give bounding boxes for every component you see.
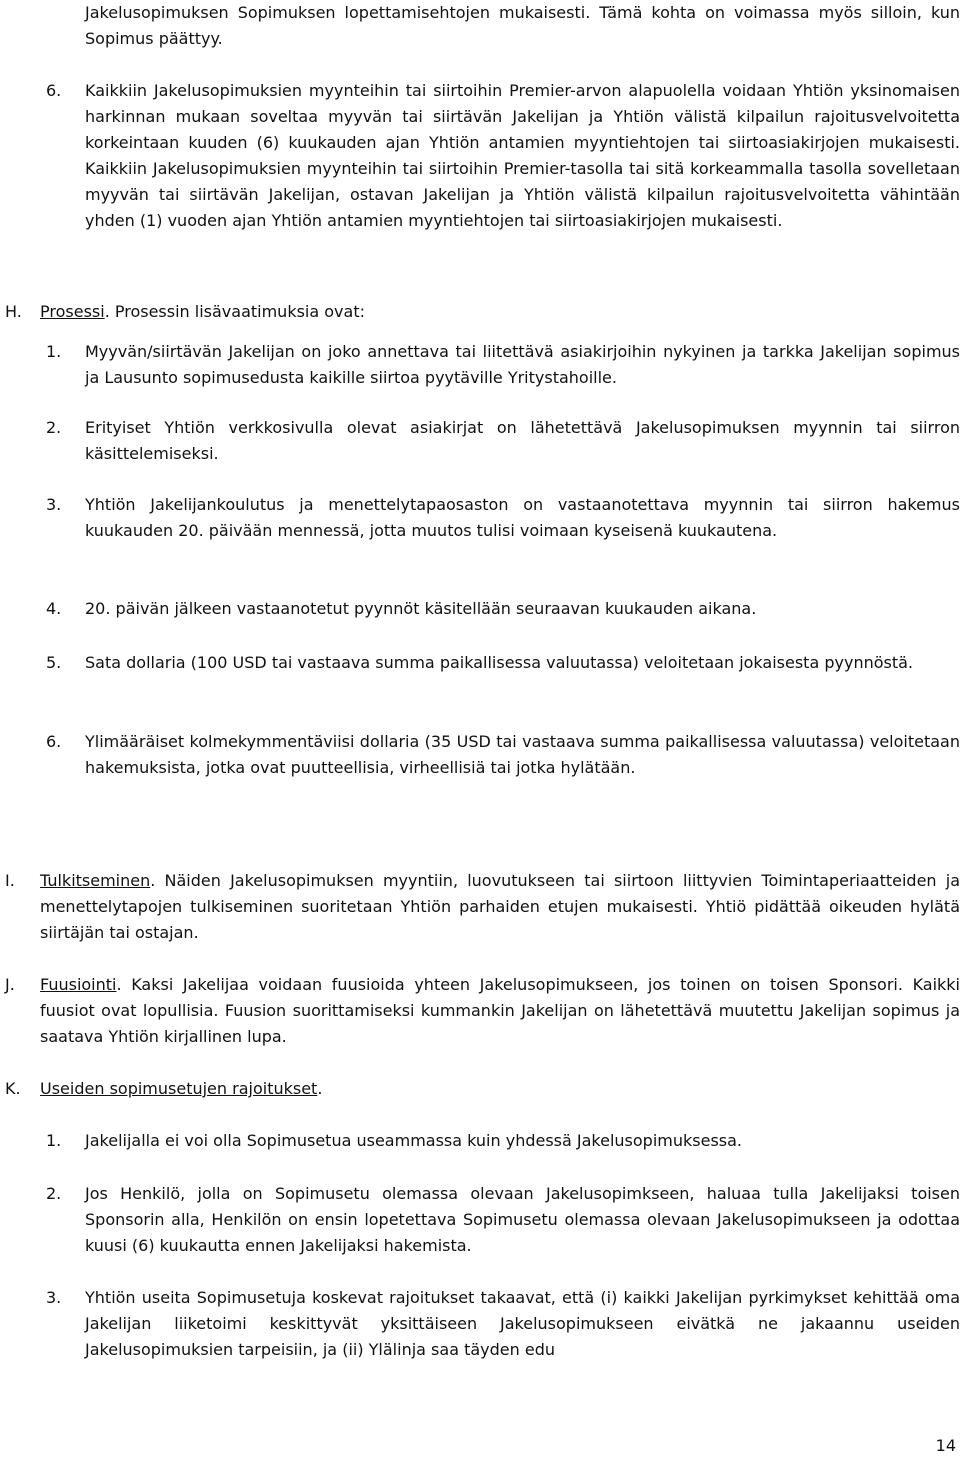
item-text: Yhtiön Jakelijankoulutus ja menettelytapaosaston on vastaanotettava myynnin tai siirron hakemus kuukauden 20. päivään mennessä, jotta muutos tulisi voimaan kyseisenä kuukautena. (85, 495, 960, 540)
item-number: 3. (46, 1288, 62, 1307)
item-number: 2. (46, 418, 62, 437)
continuation-paragraph: Jakelusopimuksen Sopimuksen lopettamisehtojen mukaisesti. Tämä kohta on voimassa myös silloin, kun Sopimus päättyy. (85, 3, 960, 48)
section-h-item-4 (0, 596, 960, 622)
item-number: 5. (46, 653, 62, 672)
section-k-item-1 (0, 1128, 960, 1154)
section-title: Tulkitseminen (40, 871, 151, 890)
section-text: . Näiden Jakelusopimuksen myyntiin, luovutukseen tai siirtoon liittyvien Toimintaperiaatteiden ja menettelytapojen tulkiseminen suoritetaan Yhtiön parhaiden etujen mukaisesti. Yhtiö pidättää oikeuden hylätä siirtäjän tai ostajan. (40, 871, 960, 942)
item-number: 1. (46, 1131, 62, 1150)
section-h-item-5 (0, 650, 960, 676)
page-number: 14 (935, 1436, 956, 1455)
item-text: Yhtiön useita Sopimusetuja koskevat rajoitukset takaavat, että (i) kaikki Jakelijan pyrkimykset kehittää oma Jakelijan liiketoimi keskittyvät yksittäiseen Jakelusopimukseen eivätkä ne jakaannu useiden Jakelusopimuksien tarpeisiin, ja (ii) Ylälinja saa täyden edu (85, 1288, 960, 1359)
section-h-item-6 (0, 729, 960, 781)
item-text: Ylimääräiset kolmekymmentäviisi dollaria (35 USD tai vastaava summa paikallisessa valuutassa) veloitetaan hakemuksista, jotka ovat puutteellisia, virheellisiä tai jotka hylätään. (85, 732, 960, 777)
item-number: 6. (46, 81, 62, 100)
item-text: Erityiset Yhtiön verkkosivulla olevat asiakirjat on lähetettävä Jakelusopimuksen myynnin tai siirron käsittelemiseksi. (85, 418, 960, 463)
section-j (0, 972, 960, 1050)
section-title: Useiden sopimusetujen rajoitukset (40, 1079, 318, 1098)
item-text: 20. päivän jälkeen vastaanotetut pyynnöt käsitellään seuraavan kuukauden aikana. (85, 599, 757, 618)
item-text: Jos Henkilö, jolla on Sopimusetu olemassa olevaan Jakelusopimkseen, haluaa tulla Jakelijaksi toisen Sponsorin alla, Henkilön on ensin lopetettava Sopimusetu olemassa olevaan Jakelusopimukseen ja odottaa kuusi (6) kuukautta ennen Jakelijaksi hakemista. (85, 1184, 960, 1255)
section-k-item-3 (0, 1285, 960, 1363)
section-title: Prosessi (40, 302, 105, 321)
item-text: Jakelijalla ei voi olla Sopimusetua useammassa kuin yhdessä Jakelusopimuksessa. (85, 1131, 743, 1150)
section-text: . (317, 1079, 323, 1098)
item-number: 1. (46, 342, 62, 361)
section-i (0, 868, 960, 946)
section-text: . Kaksi Jakelijaa voidaan fuusioida yhteen Jakelusopimukseen, jos toinen on toisen Sponsori. Kaikki fuusiot ovat lopullisia. Fuusion suorittamiseksi kummankin Jakelijan on lähetettävä muutettu Jakelijan sopimus ja saatava Yhtiön kirjallinen lupa. (40, 975, 960, 1046)
item-text: Myyvän/siirtävän Jakelijan on joko annettava tai liitettävä asiakirjoihin nykyinen ja tarkka Jakelijan sopimus ja Lausunto sopimusedusta kaikille siirtoa pyytäville Yritystahoille. (85, 342, 960, 387)
item-number: 4. (46, 599, 62, 618)
section-k-heading (0, 1076, 960, 1102)
section-title: Fuusiointi (40, 975, 117, 994)
section-h-item-3 (0, 492, 960, 544)
section-letter: J. (5, 975, 15, 994)
section-letter: K. (5, 1079, 21, 1098)
item-text: Sata dollaria (100 USD tai vastaava summa paikallisessa valuutassa) veloitetaan jokaisesta pyynnöstä. (85, 653, 914, 672)
section-letter: H. (5, 302, 22, 321)
section-h-item-1 (0, 339, 960, 391)
item-number: 3. (46, 495, 62, 514)
section-text: . Prosessin lisävaatimuksia ovat: (104, 302, 365, 321)
section-h-heading (0, 299, 960, 325)
section-h-item-2 (0, 415, 960, 467)
section-k-item-2 (0, 1181, 960, 1259)
item-number: 2. (46, 1184, 62, 1203)
list-item-6 (0, 78, 960, 234)
item-text: Kaikkiin Jakelusopimuksien myynteihin tai siirtoihin Premier-arvon alapuolella voidaan Yhtiön yksinomaisen harkinnan mukaan soveltaa myyvän tai siirtävän Jakelijan ja Yhtiön välistä kilpailun rajoitusvelvoitetta korkeintaan kuuden (6) kuukauden ajan Yhtiön antamien myyntiehtojen tai siirtoasiakirjojen mukaisesti. Kaikkiin Jakelusopimuksien myynteihin tai siirtoihin Premier-tasolla tai sitä korkeammalla tasolla sovelletaan myyvän tai siirtävän Jakelijan, ostavan Jakelijan ja Yhtiön välistä kilpailun rajoitusvelvoitetta vähintään yhden (1) vuoden ajan Yhtiön antamien myyntiehtojen tai siirtoasiakirjojen mukaisesti. (85, 81, 960, 230)
item-number: 6. (46, 732, 62, 751)
section-letter: I. (5, 871, 15, 890)
